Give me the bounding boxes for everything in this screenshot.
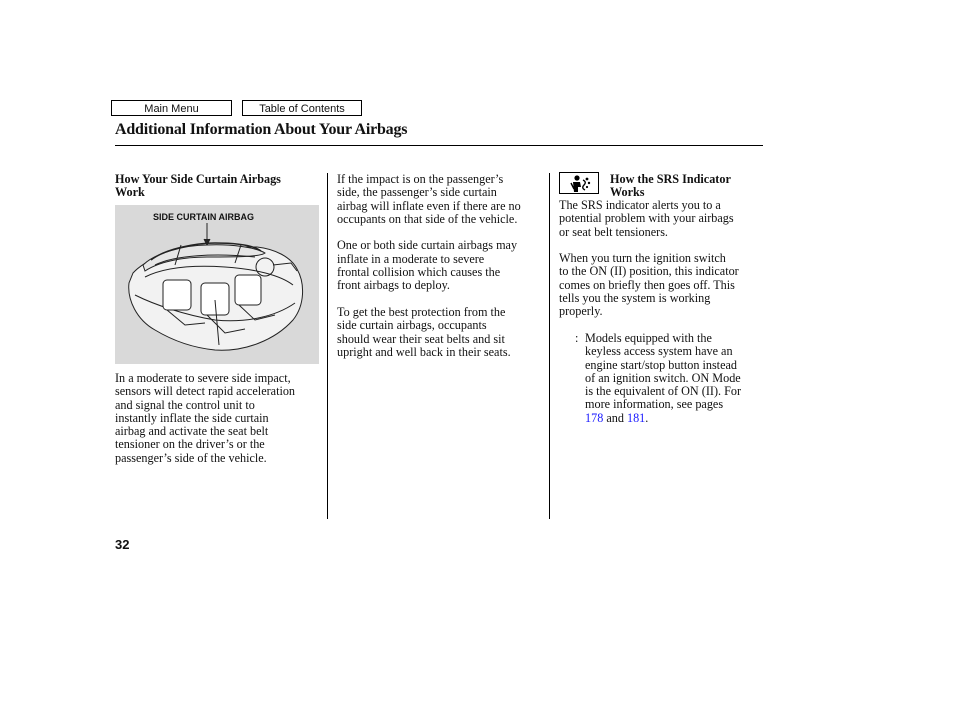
page-link-178[interactable]: 178	[585, 410, 604, 425]
paragraph: If the impact is on the passenger’s side, the passenger’s side curtain airbag will inflate even if there are no occupants on that side of the vehicle.	[337, 172, 521, 226]
column-divider	[549, 173, 550, 519]
srs-heading: How the SRS Indicator Works	[610, 172, 731, 200]
figure-label: SIDE CURTAIN AIRBAG	[153, 212, 254, 222]
car-interior-icon	[115, 205, 319, 364]
column-1	[115, 173, 325, 200]
main-menu-button[interactable]: Main Menu	[111, 100, 232, 116]
paragraph: One or both side curtain airbags may inflate in a moderate to severe frontal collision which causes the front airbags to deploy.	[337, 238, 518, 293]
column-2	[337, 173, 549, 372]
paragraph: The SRS indicator alerts you to a potential problem with your airbags or seat belt tensioners.	[559, 198, 734, 239]
paragraph: To get the best protection from the side curtain airbags, occupants should wear their seat belts and sit upright and well back in their seats.	[337, 304, 511, 359]
page-link-181[interactable]: 181	[626, 410, 646, 425]
column-3	[559, 199, 769, 332]
srs-airbag-indicator-icon	[559, 172, 599, 194]
keyless-note: : Models equipped with the keyless access system have an engine start/stop button instead of an ignition switch. ON Mode is the equivalent of ON (II). For more information, see pages 178 and 181.	[575, 331, 742, 425]
side-curtain-airbag-illustration	[115, 205, 319, 364]
column-divider	[327, 173, 328, 519]
column-1-body: In a moderate to severe side impact, sensors will detect rapid acceleration and signal the control unit to instantly inflate the side curtain airbag and activate the seat belt tensioner on the driver’s or the passenger’s side of the vehicle.	[115, 371, 296, 465]
section-heading: How Your Side Curtain Airbags Work	[115, 172, 281, 200]
table-of-contents-button[interactable]: Table of Contents	[242, 100, 362, 116]
page-title: Additional Information About Your Airbags	[115, 121, 408, 138]
title-divider	[115, 145, 763, 146]
paragraph: When you turn the ignition switch to the ON (II) position, this indicator comes on briefly then goes off. This tells you the system is working properly.	[559, 251, 739, 319]
page-number: 32	[115, 537, 130, 552]
